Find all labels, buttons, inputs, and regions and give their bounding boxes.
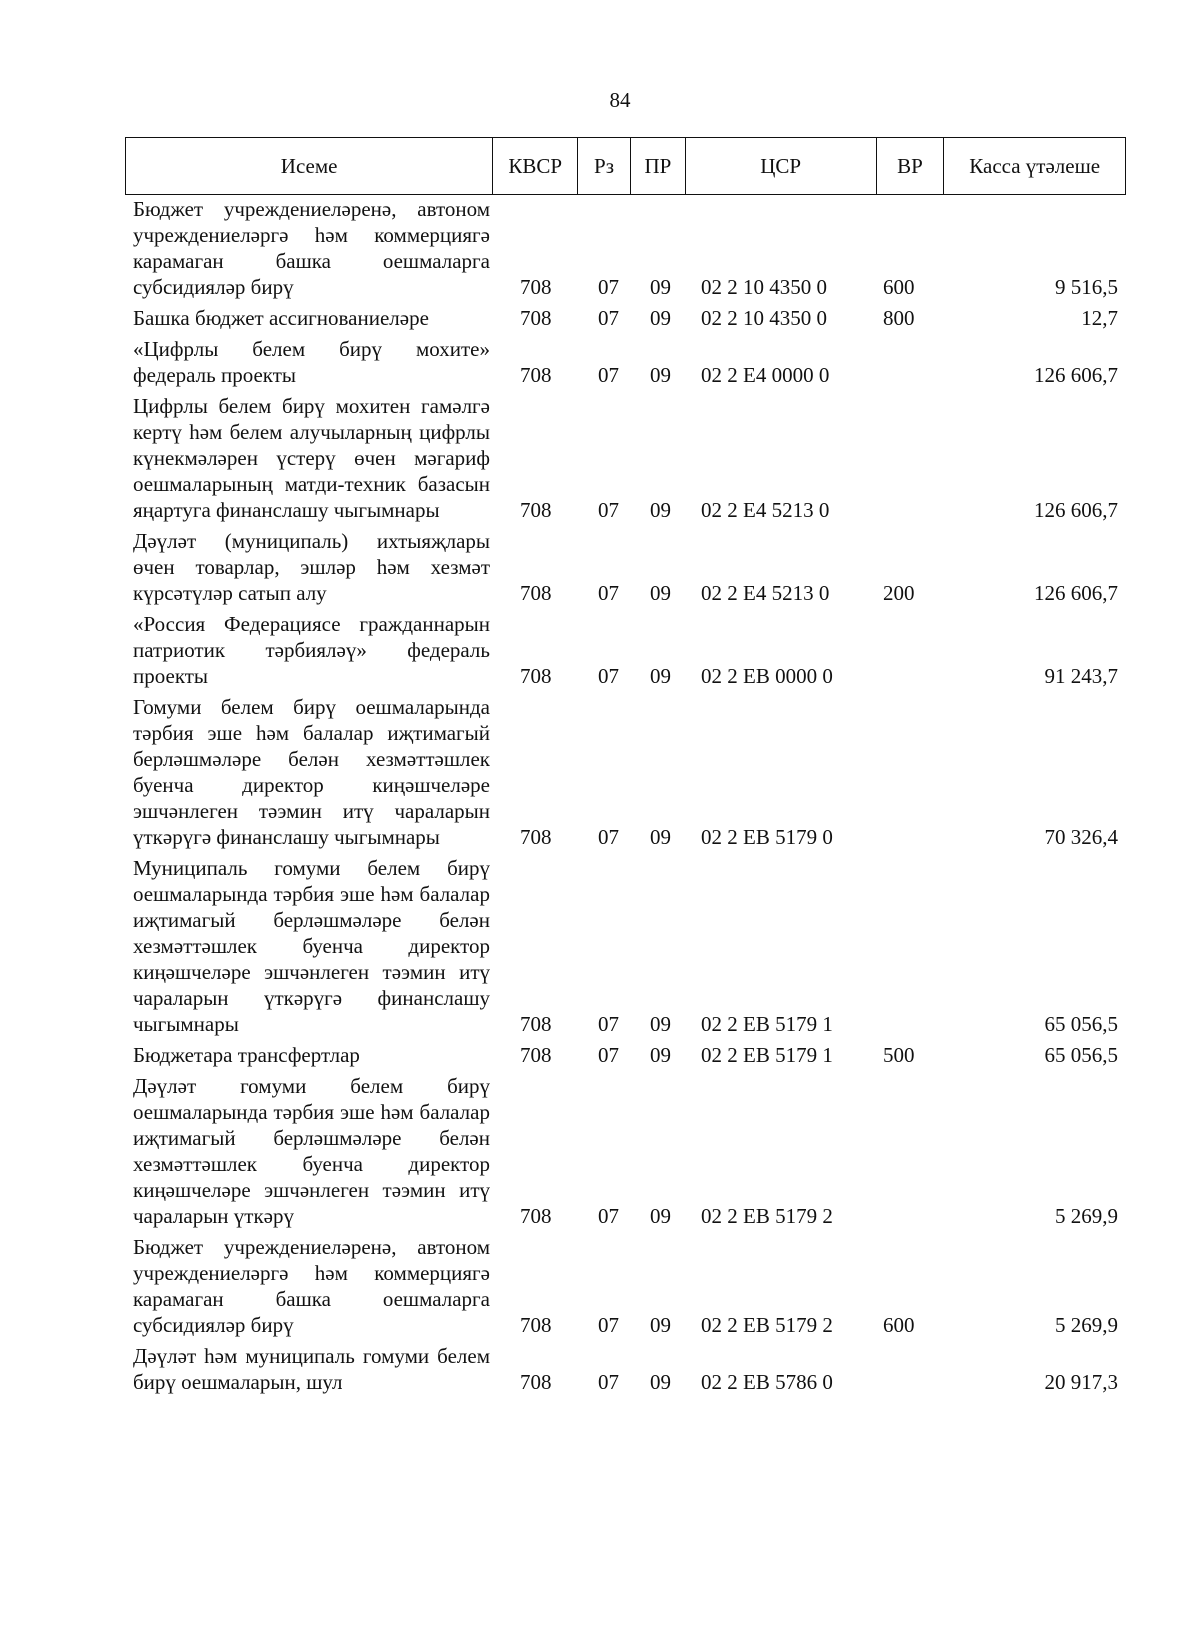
row-rz: 07 [598, 306, 619, 330]
table-row [133, 196, 1126, 300]
table-row [133, 1343, 1126, 1395]
row-amount: 65 056,5 [1044, 1012, 1118, 1036]
header-rz: Рз [578, 138, 631, 194]
row-pr: 09 [650, 1370, 671, 1394]
row-name: Муниципаль гомуми белем бирү оешмаларында тәрбия эше һәм балалар иҗтимагый берләшмәләре белән хезмәттәшлек буенча директор киңәшчеләре эшчәнлеген тәэмин итү чараларын үткәрүгә финанслашу чыгымнары [133, 856, 490, 1036]
table-row [133, 528, 1126, 606]
row-rz: 07 [598, 1313, 619, 1337]
row-kvsr: 708 [520, 664, 552, 688]
row-kvsr: 708 [520, 498, 552, 522]
row-amount: 70 326,4 [1044, 825, 1118, 849]
row-vr: 200 [883, 581, 915, 605]
row-pr: 09 [650, 664, 671, 688]
row-rz: 07 [598, 1043, 619, 1067]
page-number: 84 [609, 88, 631, 112]
table-row [133, 393, 1126, 523]
row-values [490, 1234, 1126, 1338]
row-csr: 02 2 Е4 0000 0 [701, 363, 830, 387]
row-pr: 09 [650, 306, 671, 330]
row-values [490, 305, 1126, 331]
row-name: Дәүләт гомуми белем бирү оешмаларында тәрбия эше һәм балалар иҗтимагый берләшмәләре белән хезмәттәшлек буенча директор киңәшчеләре эшчәнлеген тәэмин итү чараларын үткәрү [133, 1074, 490, 1228]
row-rz: 07 [598, 498, 619, 522]
row-amount: 65 056,5 [1044, 1043, 1118, 1067]
row-rz: 07 [598, 275, 619, 299]
row-rz: 07 [598, 1204, 619, 1228]
row-kvsr: 708 [520, 363, 552, 387]
row-values [490, 611, 1126, 689]
table-row [133, 855, 1126, 1037]
row-csr: 02 2 Е4 5213 0 [701, 581, 830, 605]
row-rz: 07 [598, 1012, 619, 1036]
row-name: «Цифрлы белем бирү мохите» федераль проекты [133, 337, 490, 387]
row-amount: 91 243,7 [1044, 664, 1118, 688]
row-pr: 09 [650, 1204, 671, 1228]
row-vr: 600 [883, 1313, 915, 1337]
row-values [490, 1073, 1126, 1229]
table-header [125, 137, 1126, 195]
row-name: Дәүләт һәм муниципаль гомуми белем бирү оешмаларын, шул [133, 1344, 490, 1394]
row-pr: 09 [650, 1012, 671, 1036]
row-pr: 09 [650, 1313, 671, 1337]
row-kvsr: 708 [520, 1012, 552, 1036]
table-row [133, 1042, 1126, 1068]
row-csr: 02 2 ЕВ 5179 1 [701, 1012, 833, 1036]
row-name: Бюджет учреждениеләренә, автоном учреждениеләргә һәм коммерциягә карамаган башка оешмаларга субсидияләр бирү [133, 197, 490, 299]
row-name: Цифрлы белем бирү мохитен гамәлгә кертү һәм белем алучыларның цифрлы күнекмәләрен үстерү өчен мәгариф оешмаларының матди-техник базасын яңартуга финанслашу чыгымнары [133, 394, 490, 522]
row-csr: 02 2 ЕВ 5179 0 [701, 825, 833, 849]
row-pr: 09 [650, 581, 671, 605]
row-values [490, 1343, 1126, 1395]
row-values [490, 336, 1126, 388]
header-vr: ВР [877, 138, 945, 194]
row-pr: 09 [650, 363, 671, 387]
row-values [490, 393, 1126, 523]
row-csr: 02 2 ЕВ 5179 2 [701, 1204, 833, 1228]
row-amount: 5 269,9 [1055, 1204, 1118, 1228]
table-row [133, 611, 1126, 689]
row-rz: 07 [598, 581, 619, 605]
row-values [490, 196, 1126, 300]
row-amount: 126 606,7 [1034, 363, 1118, 387]
header-pr: ПР [631, 138, 686, 194]
row-name: Бюджетара трансфертлар [133, 1043, 360, 1067]
row-csr: 02 2 10 4350 0 [701, 275, 827, 299]
header-amount: Касса үтәлеше [969, 153, 1101, 178]
row-kvsr: 708 [520, 275, 552, 299]
row-rz: 07 [598, 664, 619, 688]
row-values [490, 1042, 1126, 1068]
row-csr: 02 2 Е4 5213 0 [701, 498, 830, 522]
row-pr: 09 [650, 275, 671, 299]
row-csr: 02 2 ЕВ 5179 2 [701, 1313, 833, 1337]
row-rz: 07 [598, 825, 619, 849]
table-row [133, 305, 1126, 331]
row-amount: 12,7 [1081, 306, 1118, 330]
row-kvsr: 708 [520, 306, 552, 330]
row-csr: 02 2 ЕВ 5786 0 [701, 1370, 833, 1394]
row-name: Бюджет учреждениеләренә, автоном учреждениеләргә һәм коммерциягә карамаган башка оешмаларга субсидияләр бирү [133, 1235, 490, 1337]
row-rz: 07 [598, 363, 619, 387]
header-csr: ЦСР [686, 138, 877, 194]
row-kvsr: 708 [520, 1043, 552, 1067]
row-name: Башка бюджет ассигнованиеләре [133, 306, 429, 330]
row-kvsr: 708 [520, 1370, 552, 1394]
row-rz: 07 [598, 1370, 619, 1394]
table-body [133, 196, 1126, 1400]
table-row [133, 336, 1126, 388]
row-kvsr: 708 [520, 1313, 552, 1337]
header-kvsr: КВСР [493, 138, 578, 194]
row-kvsr: 708 [520, 581, 552, 605]
row-amount: 126 606,7 [1034, 498, 1118, 522]
table-row [133, 1073, 1126, 1229]
row-csr: 02 2 ЕВ 5179 1 [701, 1043, 833, 1067]
row-vr: 500 [883, 1043, 915, 1067]
row-values [490, 528, 1126, 606]
row-amount: 126 606,7 [1034, 581, 1118, 605]
row-values [490, 855, 1126, 1037]
row-vr: 600 [883, 275, 915, 299]
table-row [133, 694, 1126, 850]
row-name: «Россия Федерациясе гражданнарын патриотик тәрбияләү» федераль проекты [133, 612, 490, 688]
row-kvsr: 708 [520, 825, 552, 849]
row-vr: 800 [883, 306, 915, 330]
row-name: Дәүләт (муниципаль) ихтыяҗлары өчен товарлар, эшләр һәм хезмәт күрсәтүләр сатып алу [133, 529, 490, 605]
row-kvsr: 708 [520, 1204, 552, 1228]
row-name: Гомуми белем бирү оешмаларында тәрбия эше һәм балалар иҗтимагый берләшмәләре белән хезмәттәшлек буенча директор киңәшчеләре эшчәнлеген тәэмин итү чараларын үткәрүгә финанслашу чыгымнары [133, 695, 490, 849]
row-pr: 09 [650, 825, 671, 849]
row-pr: 09 [650, 1043, 671, 1067]
row-amount: 20 917,3 [1044, 1370, 1118, 1394]
row-pr: 09 [650, 498, 671, 522]
row-values [490, 694, 1126, 850]
row-amount: 5 269,9 [1055, 1313, 1118, 1337]
row-amount: 9 516,5 [1055, 275, 1118, 299]
row-csr: 02 2 10 4350 0 [701, 306, 827, 330]
table-row [133, 1234, 1126, 1338]
row-csr: 02 2 ЕВ 0000 0 [701, 664, 833, 688]
header-name: Исеме [126, 138, 493, 194]
